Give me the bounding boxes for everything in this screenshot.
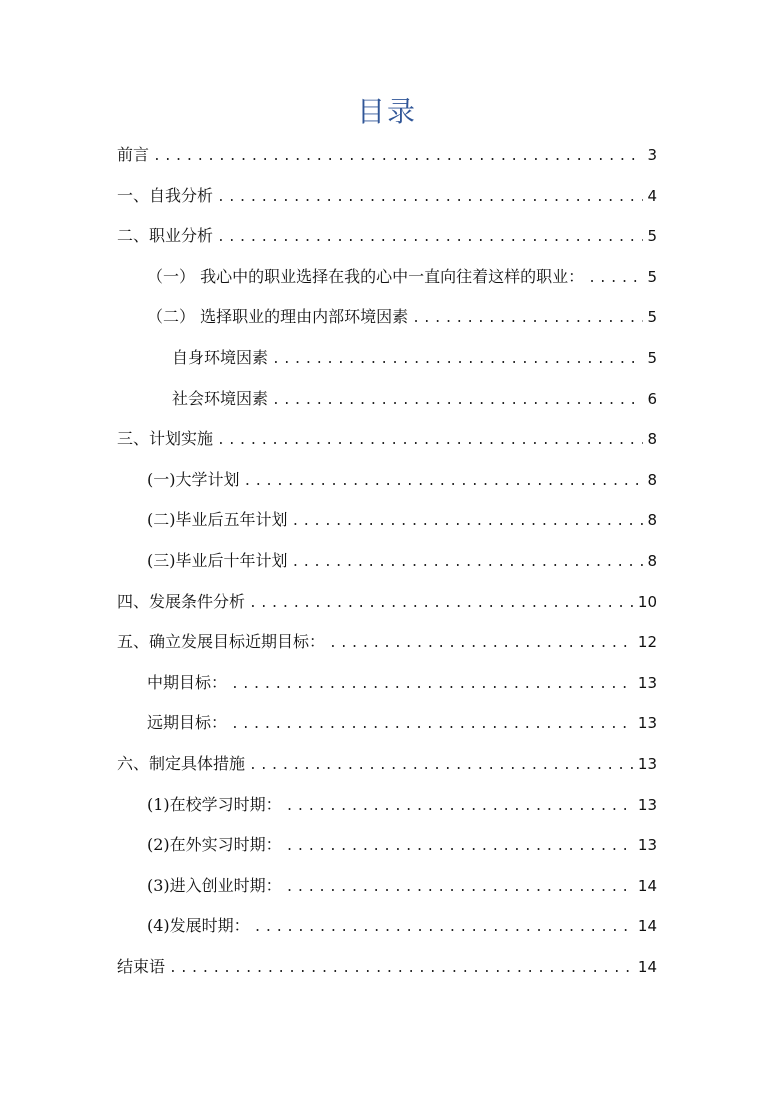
toc-entry[interactable] [117, 221, 657, 251]
toc-entry-page-number: 13 [637, 714, 657, 733]
toc-entry[interactable] [117, 587, 657, 617]
toc-dot-leader [217, 426, 643, 456]
toc-entry-page-number: 13 [637, 795, 657, 814]
toc-entry-page-number: 5 [647, 267, 657, 286]
toc-entry-label: 结束语 [117, 957, 166, 976]
toc-entry[interactable] [117, 627, 657, 657]
toc-entry-label: 远期目标： [147, 713, 228, 733]
toc-entry-page-number: 8 [647, 430, 657, 449]
toc-entry[interactable] [147, 505, 657, 535]
toc-entry[interactable] [117, 424, 657, 454]
toc-dot-leader [217, 183, 643, 213]
toc-entry-page-number: 8 [647, 552, 657, 570]
toc-entry-label: 社会环境因素 [172, 388, 269, 408]
toc-entry-label: 自身环境因素 [172, 348, 269, 367]
toc-entry-label: （二） 选择职业的理由内部环境因素 [147, 307, 409, 327]
toc-entry-label: 四、发展条件分析 [117, 591, 246, 611]
toc-entry[interactable] [147, 790, 657, 820]
toc-dot-leader [231, 710, 634, 740]
toc-dot-leader [286, 792, 634, 822]
toc-entry-label: (1)在校学习时期： [147, 794, 282, 814]
toc-entry-label: (2)在外实习时期： [147, 835, 282, 855]
toc-dot-leader [272, 345, 643, 375]
toc-entry-label: （一） 我心中的职业选择在我的心中一直向往着这样的职业： [147, 266, 585, 286]
toc-dot-leader [286, 832, 634, 862]
toc-entry-label: 三、计划实施 [117, 429, 214, 449]
toc-entry-page-number: 13 [637, 755, 657, 773]
toc-dot-leader [169, 954, 634, 984]
toc-entry-page-number: 5 [647, 227, 657, 246]
toc-entry-label: 六、制定具体措施 [117, 754, 246, 773]
toc-entry-page-number: 10 [637, 592, 657, 611]
toc-dot-leader [329, 629, 634, 659]
toc-entry[interactable] [117, 952, 657, 982]
toc-entry[interactable] [117, 749, 657, 779]
toc-dot-leader [292, 548, 644, 578]
toc-entry-label: 二、职业分析 [117, 226, 214, 246]
toc-dot-leader [292, 507, 644, 537]
toc-entry-label: (二)毕业后五年计划 [147, 510, 288, 530]
toc-entry-label: 前言 [117, 145, 150, 164]
toc-dot-leader [231, 670, 634, 700]
toc-entry-page-number: 14 [637, 958, 657, 976]
toc-dot-leader [244, 467, 644, 497]
toc-entry[interactable] [147, 546, 657, 576]
toc-entry-page-number: 6 [647, 389, 657, 408]
toc-entry-page-number: 14 [637, 917, 657, 936]
toc-dot-leader [588, 264, 643, 294]
toc-entry-page-number: 4 [647, 186, 657, 205]
toc-dot-leader [412, 304, 643, 334]
toc-entry-label: 一、自我分析 [117, 185, 214, 205]
toc-entry[interactable] [147, 830, 657, 860]
toc-dot-leader [286, 873, 634, 903]
toc-entry-label: 中期目标： [147, 672, 228, 692]
toc-entry-page-number: 12 [637, 633, 657, 652]
toc-entry-page-number: 5 [647, 308, 657, 327]
toc-entry[interactable] [172, 343, 657, 373]
toc-dot-leader [272, 386, 643, 416]
toc-entry[interactable] [172, 384, 657, 414]
toc-entry[interactable] [147, 668, 657, 698]
toc-dot-leader [249, 751, 634, 781]
toc-entry[interactable] [117, 140, 657, 170]
toc-entry-label: 五、确立发展目标近期目标： [117, 632, 326, 652]
toc-dot-leader [254, 913, 634, 943]
toc-entry[interactable] [147, 465, 657, 495]
toc-entry[interactable] [147, 911, 657, 941]
toc-entry-page-number: 14 [637, 876, 657, 895]
page-title: 目录 [356, 95, 417, 128]
toc-entry[interactable] [147, 708, 657, 738]
toc-entry[interactable] [117, 181, 657, 211]
toc-entry-page-number: 13 [637, 673, 657, 692]
toc-entry[interactable] [147, 871, 657, 901]
toc-entry-label: (4)发展时期： [147, 916, 250, 936]
toc-dot-leader [217, 223, 643, 253]
toc-entry-label: (三)毕业后十年计划 [147, 551, 288, 570]
toc-entry[interactable] [147, 262, 657, 292]
toc-dot-leader [249, 589, 634, 619]
toc-entry-page-number: 8 [647, 511, 657, 530]
toc-entry-label: (一)大学计划 [147, 469, 240, 489]
toc-entry-page-number: 13 [637, 836, 657, 855]
toc-entry[interactable] [147, 302, 657, 332]
toc-dot-leader [153, 142, 643, 172]
toc-entry-page-number: 8 [647, 470, 657, 489]
toc-entry-label: (3)进入创业时期： [147, 875, 282, 895]
toc-entry-page-number: 3 [647, 146, 657, 164]
toc-entry-page-number: 5 [647, 349, 657, 367]
